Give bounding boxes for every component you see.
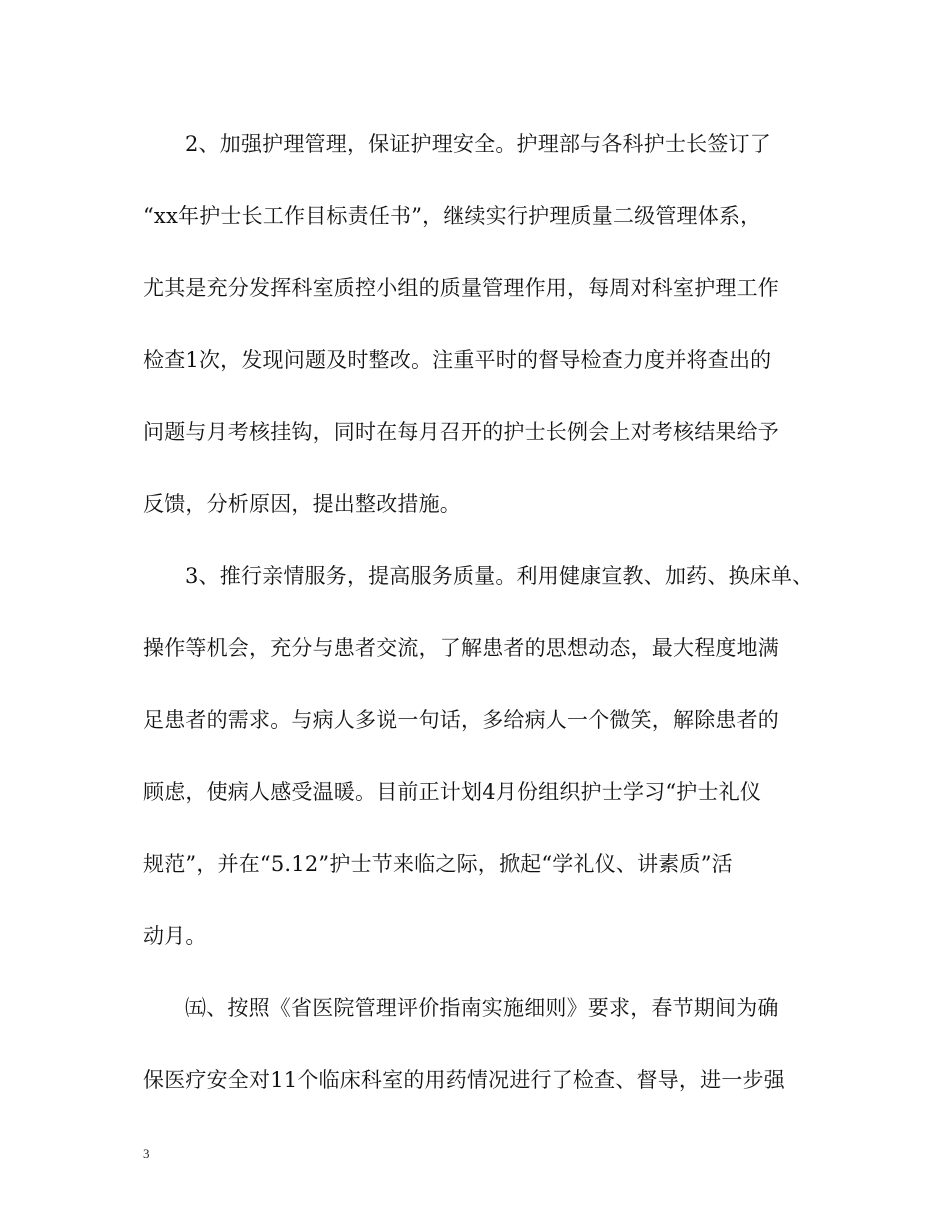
- paragraph-3-line-3: 足患者的需求。与病人多说一句话，多给病人一个微笑，解除患者的: [143, 708, 779, 732]
- paragraph-2-line-5: 问题与月考核挂钩，同时在每月召开的护士长例会上对考核结果给予: [143, 420, 779, 444]
- paragraph-2-line-4: 检查1次，发现问题及时整改。注重平时的督导检查力度并将查出的: [143, 348, 772, 372]
- paragraph-3-line-5: 规范”，并在“5.12”护士节来临之际，掀起“学礼仪、讲素质”活: [143, 852, 733, 876]
- paragraph-2-line-3: 尤其是充分发挥科室质控小组的质量管理作用，每周对科室护理工作: [143, 276, 779, 300]
- paragraph-3-line-1: 3、推行亲情服务，提高服务质量。利用健康宣教、加药、换床单、: [185, 564, 814, 588]
- paragraph-2-line-1: 2、加强护理管理，保证护理安全。护理部与各科护士长签订了: [185, 132, 771, 156]
- paragraph-3-line-4: 顾虑，使病人感受温暖。目前正计划4月份组织护士学习“护士礼仪: [143, 780, 762, 804]
- paragraph-2-line-6: 反馈，分析原因，提出整改措施。: [143, 492, 461, 516]
- paragraph-2-line-2: “xx年护士长工作目标责任书”，继续实行护理质量二级管理体系，: [143, 204, 762, 228]
- paragraph-5-line-2: 保医疗安全对11个临床科室的用药情况进行了检查、督导，进一步强: [143, 1068, 785, 1092]
- paragraph-3-line-6: 动月。: [143, 924, 207, 948]
- paragraph-5-line-1: ㈤、按照《省医院管理评价指南实施细则》要求，春节期间为确: [185, 996, 779, 1020]
- paragraph-3-line-2: 操作等机会，充分与患者交流，了解患者的思想动态，最大程度地满: [143, 636, 779, 660]
- page-number: 3: [143, 1146, 150, 1161]
